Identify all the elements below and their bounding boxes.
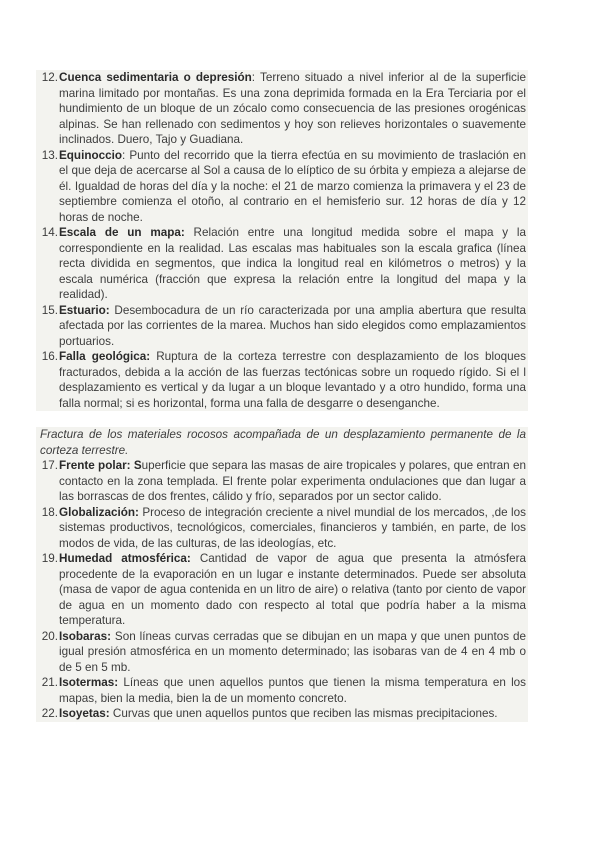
entry-number: 21. xyxy=(41,676,58,689)
glossary-entry xyxy=(36,706,528,722)
glossary-entry xyxy=(36,505,528,552)
entry-definition: Ruptura de la corteza terrestre con desplazamiento de los bloques fracturados, debida a la acción de las fuerzas tectónicas sobre un roquedo rígido. Si el l desplazamiento es vertical y da lugar a un bloque levantado y a otro hundido, forma una falla normal; si es horizontal, forma una falla de desgarre o desenganche. xyxy=(59,350,526,410)
entry-term: Falla geológica: xyxy=(59,350,151,363)
entry-number: 14. xyxy=(41,226,58,239)
entry-number: 22. xyxy=(41,707,58,720)
entry-definition: uperficie que separa las masas de aire tropicales y polares, que entran en contacto en la zona templada. El frente polar experimenta ondulaciones que dan lugar a las borrascas de dos frentes, cálido y frío, separados por un sector calido. xyxy=(59,459,526,503)
entry-body xyxy=(59,349,528,411)
glossary-entry xyxy=(36,458,528,505)
entry-body xyxy=(59,675,528,706)
entry-number: 18. xyxy=(41,505,58,519)
entry-separator: : xyxy=(122,148,130,162)
entry-number: 12. xyxy=(41,71,58,84)
glossary-entry xyxy=(36,551,528,629)
entry-definition: Punto del recorrido que la tierra efectúa en su movimiento de traslación en el que deja de acercarse al Sol a causa de lo elíptico de su órbita y empieza a alejarse de él. Igualdad de horas del día y la noche: el 21 de marzo comienza la primavera y el 23 de septiembre comienza el otoño, al contrario en el hemisferio sur. 12 horas de día y 12 horas de noche. xyxy=(59,148,526,224)
glossary-entry xyxy=(36,629,528,676)
entry-definition: Relación entre una longitud medida sobre el mapa y la correspondiente en la realidad. Las escalas mas habituales son la escala grafica (línea recta dividida en segmentos, que indica la longitud real en kilómetros o metros) y la escala numérica (fracción que expresa la relación entre la longitud del mapa y la realidad). xyxy=(59,226,527,301)
glossary-entry xyxy=(36,225,528,303)
glossary-entry xyxy=(36,675,528,706)
entry-definition: Son líneas curvas cerradas que se dibujan en un mapa y que unen puntos de igual presión atmosférica en un momento determinado; las isobaras van de 4 en 4 mb o de 5 en 5 mb. xyxy=(59,629,527,674)
entry-body xyxy=(59,629,528,676)
entry-term: Frente polar: S xyxy=(59,459,142,472)
italic-note: Fractura de los materiales rocosos acompañada de un desplazamiento permanente de la corteza terrestre. xyxy=(36,427,528,458)
entry-definition: Curvas que unen aquellos puntos que reciben las mismas precipitaciones. xyxy=(112,707,498,720)
entry-body xyxy=(59,706,528,722)
entry-separator: : xyxy=(251,71,260,84)
entry-number: 19. xyxy=(41,552,58,565)
entry-separator xyxy=(191,552,200,565)
entry-body xyxy=(59,148,528,226)
entry-body xyxy=(59,303,528,350)
entry-number: 16. xyxy=(41,350,58,363)
glossary-entry xyxy=(36,303,528,350)
entry-body xyxy=(59,551,528,629)
glossary-entry xyxy=(36,349,528,411)
entry-definition: Líneas que unen aquellos puntos que tienen la misma temperatura en los mapas, bien la media, bien la de un momento concreto. xyxy=(59,676,527,705)
entry-number: 15. xyxy=(41,303,58,317)
glossary-entry xyxy=(36,70,528,148)
entry-term: Cuenca sedimentaria o depresión xyxy=(59,71,252,84)
entry-number: 17. xyxy=(41,459,58,472)
entry-body xyxy=(59,505,528,552)
entry-term: Isotermas: xyxy=(59,676,119,689)
entry-body xyxy=(59,458,528,505)
entry-separator xyxy=(185,226,194,239)
entry-term: Escala de un mapa: xyxy=(59,226,185,239)
entry-definition: Desembocadura de un río caracterizada por una amplia abertura que resulta afectada por las corrientes de la marea. Muchos han sido elegidos como emplazamientos portuarios. xyxy=(59,303,526,348)
entry-body xyxy=(59,70,528,148)
glossary-content xyxy=(36,70,528,722)
entry-definition: Proceso de integración creciente a nivel mundial de los mercados, ,de los sistemas productivos, tecnológicos, comerciales, financieros y también, en parte, de los modos de vida, de las culturas, de las ideologías, etc. xyxy=(59,505,527,550)
entry-number: 13. xyxy=(41,148,58,162)
glossary-entry xyxy=(36,148,528,226)
entry-term: Isoyetas: xyxy=(59,707,110,720)
entry-term: Globalización: xyxy=(59,505,139,519)
entry-number: 20. xyxy=(41,629,58,643)
entry-definition: Terreno situado a nivel inferior al de la superficie marina limitado por montañas. Es una zona deprimida formada en la Era Terciaria por el hundimiento de un bloque de un zócalo como consecuencia de las presiones orogénicas alpinas. Se han rellenado con sedimentos y hoy son relieves horizontales o suavemente inclinados. Duero, Tajo y Guadiana. xyxy=(59,71,526,146)
entry-term: Equinoccio xyxy=(59,148,122,162)
entry-body xyxy=(59,225,528,303)
entry-term: Humedad atmosférica: xyxy=(59,552,191,565)
entry-term: Isobaras: xyxy=(59,629,111,643)
entry-term: Estuario: xyxy=(59,303,110,317)
entry-definition: Cantidad de vapor de agua que presenta la atmósfera procedente de la evaporación en un lugar e instante determinados. Puede ser absoluta (masa de vapor de agua contenida en un litro de aire) o relativa (tanto por ciento de vapor de agua en un momento dado con respecto al total que podría haber a la misma temperatura. xyxy=(59,552,527,627)
